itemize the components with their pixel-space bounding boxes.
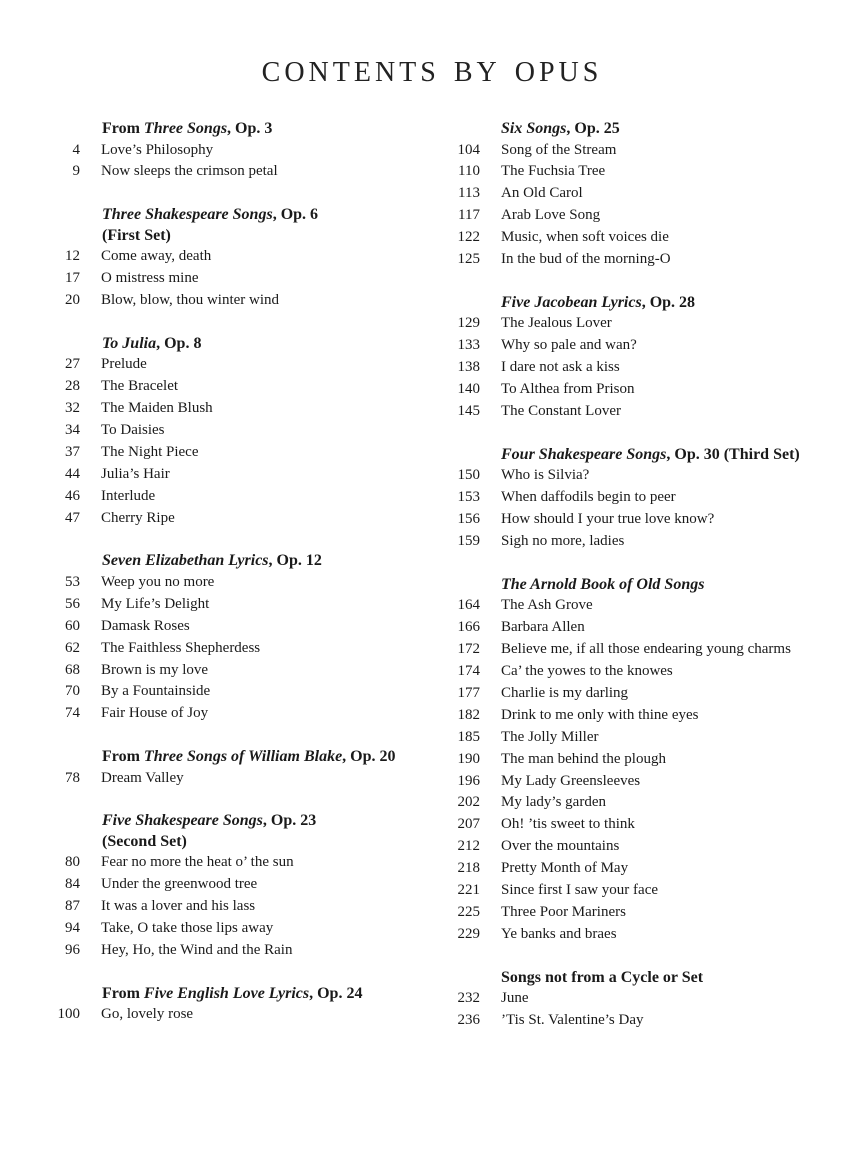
entry-title: I dare not ask a kiss	[501, 359, 620, 376]
toc-entry[interactable]	[40, 703, 420, 725]
entry-page-number: 225	[457, 903, 480, 920]
toc-section	[440, 293, 840, 423]
entry-page-number: 125	[457, 251, 480, 268]
entry-page-number: 177	[457, 684, 480, 701]
entry-title: The Bracelet	[101, 378, 179, 395]
entry-page-number: 70	[65, 683, 80, 700]
entry-page-number: 9	[72, 163, 80, 180]
toc-section	[440, 968, 840, 1032]
toc-entry[interactable]	[40, 398, 420, 420]
entry-page-number: 218	[457, 860, 480, 877]
toc-entry[interactable]	[440, 792, 840, 814]
toc-entry[interactable]	[440, 335, 840, 357]
entry-page-number: 156	[457, 511, 480, 528]
entry-page-number: 47	[65, 509, 80, 526]
toc-entry[interactable]	[440, 227, 840, 249]
toc-section	[40, 811, 420, 962]
entry-title: My Life’s Delight	[101, 595, 210, 612]
section-heading-part: Seven Elizabethan Lyrics	[102, 552, 269, 570]
entry-title: Song of the Stream	[501, 141, 617, 158]
section-heading	[40, 984, 420, 1005]
section-heading	[40, 205, 420, 246]
toc-entry[interactable]	[440, 401, 840, 423]
toc-entry[interactable]	[40, 268, 420, 290]
entry-title: It was a lover and his lass	[101, 898, 256, 915]
toc-entry[interactable]	[40, 852, 420, 874]
toc-section	[40, 119, 420, 183]
toc-entry[interactable]	[40, 290, 420, 312]
entry-page-number: 12	[65, 248, 80, 265]
entry-page-number: 207	[457, 816, 480, 833]
entry-title: Barbara Allen	[501, 619, 585, 636]
entry-page-number: 80	[65, 854, 80, 871]
entry-page-number: 196	[457, 772, 480, 789]
section-heading-part: From	[102, 748, 144, 766]
entry-page-number: 34	[65, 422, 80, 439]
entry-title: Come away, death	[101, 248, 212, 265]
toc-entry[interactable]	[440, 161, 840, 183]
section-heading-part: The Arnold Book of Old Songs	[501, 575, 705, 593]
entry-title: The man behind the plough	[501, 750, 666, 767]
toc-entry[interactable]	[40, 768, 420, 790]
section-heading-part: Five Shakespeare Songs	[102, 812, 263, 830]
entry-title: Damask Roses	[101, 617, 190, 634]
toc-section	[440, 119, 840, 271]
entry-title: My Lady Greensleeves	[501, 772, 641, 789]
section-heading-part: , Op. 12	[268, 552, 322, 570]
toc-section	[440, 445, 840, 553]
section-heading-part: Three Shakespeare Songs	[102, 206, 273, 224]
right-column	[440, 119, 840, 1054]
entry-page-number: 4	[72, 141, 80, 158]
toc-entry[interactable]	[40, 940, 420, 962]
entry-title: My lady’s garden	[501, 794, 606, 811]
section-heading-part: (First Set)	[102, 226, 171, 244]
toc-entry[interactable]	[440, 858, 840, 880]
toc-entry[interactable]	[40, 638, 420, 660]
section-heading-part: , Op. 8	[156, 334, 202, 352]
toc-entry[interactable]	[40, 681, 420, 703]
toc-entry[interactable]	[40, 616, 420, 638]
section-heading	[40, 811, 420, 852]
entry-title: Since first I saw your face	[501, 882, 659, 899]
toc-entry[interactable]	[440, 771, 840, 793]
entry-title: Believe me, if all those endearing young charms	[501, 641, 791, 658]
toc-entry[interactable]	[440, 749, 840, 771]
toc-entry[interactable]	[40, 1004, 420, 1026]
entry-title: To Althea from Prison	[501, 381, 635, 398]
entry-page-number: 100	[57, 1006, 80, 1023]
entry-title: Oh! ’tis sweet to think	[501, 816, 635, 833]
toc-entry[interactable]	[440, 705, 840, 727]
toc-entry[interactable]	[40, 376, 420, 398]
toc-entry[interactable]	[440, 988, 840, 1010]
entry-title: Ca’ the yowes to the knowes	[501, 662, 673, 679]
section-heading-part: Six Songs	[501, 120, 567, 137]
entry-title: Pretty Month of May	[501, 860, 629, 877]
entry-title: How should I your true love know?	[501, 511, 715, 528]
entry-page-number: 104	[457, 141, 480, 158]
entry-title: Weep you no more	[101, 573, 215, 590]
entry-title: Dream Valley	[101, 769, 184, 786]
entry-page-number: 94	[65, 920, 80, 937]
toc-entry[interactable]	[40, 161, 420, 183]
entry-page-number: 166	[457, 619, 480, 636]
toc-entry[interactable]	[40, 354, 420, 376]
entry-title: Hey, Ho, the Wind and the Rain	[101, 942, 293, 959]
entry-page-number: 129	[457, 315, 480, 332]
entry-title: The Constant Lover	[501, 402, 621, 419]
entry-page-number: 138	[457, 359, 480, 376]
entry-page-number: 172	[457, 641, 480, 658]
entry-title: The Maiden Blush	[101, 400, 213, 417]
entry-title: Ye banks and braes	[501, 925, 617, 942]
entry-page-number: 56	[65, 595, 80, 612]
entry-page-number: 150	[457, 467, 480, 484]
toc-entry[interactable]	[40, 508, 420, 530]
entry-page-number: 122	[457, 229, 480, 246]
entry-title: O mistress mine	[101, 270, 199, 287]
section-heading	[40, 334, 420, 355]
entry-title: Over the mountains	[501, 838, 620, 855]
toc-entry[interactable]	[40, 486, 420, 508]
entry-title: Charlie is my darling	[501, 684, 629, 701]
section-heading-part: Songs not from a Cycle or Set	[501, 968, 704, 986]
section-heading-part: , Op. 24	[309, 984, 363, 1002]
entry-title: Arab Love Song	[501, 207, 601, 224]
toc-entry[interactable]	[440, 509, 840, 531]
entry-page-number: 164	[457, 597, 480, 614]
toc-entry[interactable]	[440, 683, 840, 705]
entry-page-number: 185	[457, 728, 480, 745]
toc-entry[interactable]	[40, 896, 420, 918]
entry-page-number: 17	[65, 270, 80, 287]
entry-page-number: 96	[65, 942, 80, 959]
entry-title: In the bud of the morning-O	[501, 251, 671, 268]
entry-page-number: 202	[457, 794, 480, 811]
entry-title: The Fuchsia Tree	[501, 163, 606, 180]
toc-entry[interactable]	[40, 246, 420, 268]
entry-page-number: 117	[458, 207, 480, 224]
toc-entry[interactable]	[440, 924, 840, 946]
section-heading	[440, 119, 840, 140]
section-heading	[40, 551, 420, 572]
entry-title: June	[501, 990, 529, 1007]
entry-title: Love’s Philosophy	[101, 141, 214, 158]
section-heading-part: Four Shakespeare Songs	[501, 445, 667, 463]
toc-entry[interactable]	[40, 918, 420, 940]
toc-entry[interactable]	[440, 183, 840, 205]
toc-entry[interactable]	[440, 1010, 840, 1032]
toc-section	[40, 747, 420, 789]
section-heading	[40, 119, 420, 140]
toc-entry[interactable]	[440, 531, 840, 553]
toc-entry[interactable]	[440, 814, 840, 836]
entry-title: Fair House of Joy	[101, 705, 209, 722]
entry-title: Drink to me only with thine eyes	[501, 706, 699, 723]
entry-page-number: 145	[457, 402, 480, 419]
toc-entry[interactable]	[40, 660, 420, 682]
entry-title: Go, lovely rose	[101, 1006, 194, 1023]
entry-title: Fear no more the heat o’ the sun	[101, 854, 294, 871]
section-heading-part: Three Songs of William Blake	[143, 748, 343, 766]
entry-page-number: 140	[457, 381, 480, 398]
entry-title: The Night Piece	[101, 443, 199, 460]
toc-entry[interactable]	[40, 140, 420, 162]
entry-title: Who is Silvia?	[501, 467, 590, 484]
toc-entry[interactable]	[440, 617, 840, 639]
entry-page-number: 32	[65, 400, 80, 417]
toc-entry[interactable]	[440, 836, 840, 858]
toc-entry[interactable]	[440, 595, 840, 617]
entry-title: The Ash Grove	[501, 597, 593, 614]
entry-page-number: 28	[65, 378, 80, 395]
section-heading	[440, 445, 840, 466]
entry-title: The Jealous Lover	[501, 315, 612, 332]
section-heading-part: , Op. 30 (Third Set)	[666, 445, 800, 463]
toc-entry[interactable]	[40, 442, 420, 464]
toc-entry[interactable]	[440, 140, 840, 162]
section-heading-part: , Op. 28	[641, 293, 696, 311]
entry-page-number: 174	[457, 662, 480, 679]
entry-page-number: 60	[65, 617, 80, 634]
entry-title: Sigh no more, ladies	[501, 532, 625, 549]
entry-page-number: 46	[65, 487, 80, 504]
entry-page-number: 182	[457, 706, 480, 723]
entry-page-number: 27	[65, 356, 80, 373]
toc-entry[interactable]	[440, 465, 840, 487]
entry-page-number: 87	[65, 898, 80, 915]
toc-entry[interactable]	[40, 420, 420, 442]
toc-section	[440, 575, 840, 946]
section-heading-part: To Julia	[102, 334, 157, 352]
section-heading-part: Five English Love Lyrics	[143, 984, 310, 1002]
entry-title: Why so pale and wan?	[501, 337, 637, 354]
entry-title: Three Poor Mariners	[501, 903, 626, 920]
entry-page-number: 221	[457, 882, 480, 899]
toc-section	[40, 205, 420, 312]
entry-page-number: 20	[65, 292, 80, 309]
section-heading-part: From	[102, 120, 144, 137]
entry-title: Julia’s Hair	[101, 465, 170, 482]
entry-page-number: 84	[65, 876, 80, 893]
toc-entry[interactable]	[40, 594, 420, 616]
section-heading	[40, 747, 420, 768]
section-heading-part: , Op. 25	[566, 120, 620, 137]
entry-page-number: 113	[458, 185, 480, 202]
toc-entry[interactable]	[440, 727, 840, 749]
toc-entry[interactable]	[440, 249, 840, 271]
entry-page-number: 153	[457, 489, 480, 506]
entry-title: Blow, blow, thou winter wind	[101, 292, 280, 309]
left-column	[40, 119, 420, 1048]
section-heading-part: Three Songs	[143, 120, 228, 137]
entry-title: Now sleeps the crimson petal	[101, 163, 278, 180]
entry-page-number: 110	[458, 163, 480, 180]
section-heading	[440, 968, 840, 989]
entry-title: ’Tis St. Valentine’s Day	[501, 1012, 644, 1029]
entry-title: Interlude	[101, 487, 156, 504]
entry-page-number: 236	[457, 1012, 480, 1029]
section-heading	[440, 575, 840, 596]
entry-page-number: 212	[457, 838, 480, 855]
toc-entry[interactable]	[440, 639, 840, 661]
section-heading-part: , Op. 23	[262, 812, 317, 830]
toc-section	[40, 984, 420, 1026]
entry-page-number: 53	[65, 573, 80, 590]
entry-page-number: 232	[457, 990, 480, 1007]
entry-title: Under the greenwood tree	[101, 876, 258, 893]
entry-title: The Faithless Shepherdess	[101, 639, 261, 656]
entry-page-number: 68	[65, 661, 80, 678]
toc-entry[interactable]	[440, 205, 840, 227]
toc-entry[interactable]	[440, 902, 840, 924]
toc-entry[interactable]	[440, 357, 840, 379]
entry-title: Music, when soft voices die	[501, 229, 669, 246]
toc-entry[interactable]	[440, 487, 840, 509]
section-heading-part: From	[102, 984, 144, 1002]
section-heading-part: , Op. 6	[272, 206, 319, 224]
section-heading-part: Five Jacobean Lyrics	[501, 293, 642, 311]
entry-page-number: 229	[457, 925, 480, 942]
toc-entry[interactable]	[40, 874, 420, 896]
entry-title: Cherry Ripe	[101, 509, 175, 526]
page-title: contents by opus	[261, 45, 603, 90]
entry-title: By a Fountainside	[101, 683, 211, 700]
toc-section	[40, 551, 420, 725]
entry-title: An Old Carol	[501, 185, 583, 202]
entry-page-number: 74	[65, 705, 80, 722]
section-heading-part: , Op. 20	[342, 748, 396, 766]
entry-page-number: 133	[457, 337, 480, 354]
section-heading-part: , Op. 3	[227, 120, 273, 137]
toc-entry[interactable]	[440, 379, 840, 401]
toc-entry[interactable]	[40, 572, 420, 594]
entry-title: When daffodils begin to peer	[501, 489, 676, 506]
section-heading-part: (Second Set)	[102, 832, 187, 850]
entry-page-number: 78	[65, 769, 80, 786]
entry-page-number: 37	[65, 443, 80, 460]
section-heading	[440, 293, 840, 314]
entry-page-number: 44	[65, 465, 80, 482]
entry-page-number: 190	[457, 750, 480, 767]
toc-section	[40, 334, 420, 530]
toc-entry[interactable]	[40, 464, 420, 486]
entry-title: Brown is my love	[101, 661, 209, 678]
toc-entry[interactable]	[440, 880, 840, 902]
entry-page-number: 62	[65, 639, 80, 656]
entry-title: The Jolly Miller	[501, 728, 599, 745]
entry-page-number: 159	[457, 532, 480, 549]
toc-entry[interactable]	[440, 661, 840, 683]
entry-title: Prelude	[101, 356, 147, 373]
entry-title: To Daisies	[101, 422, 165, 439]
entry-title: Take, O take those lips away	[101, 920, 274, 937]
toc-entry[interactable]	[440, 313, 840, 335]
